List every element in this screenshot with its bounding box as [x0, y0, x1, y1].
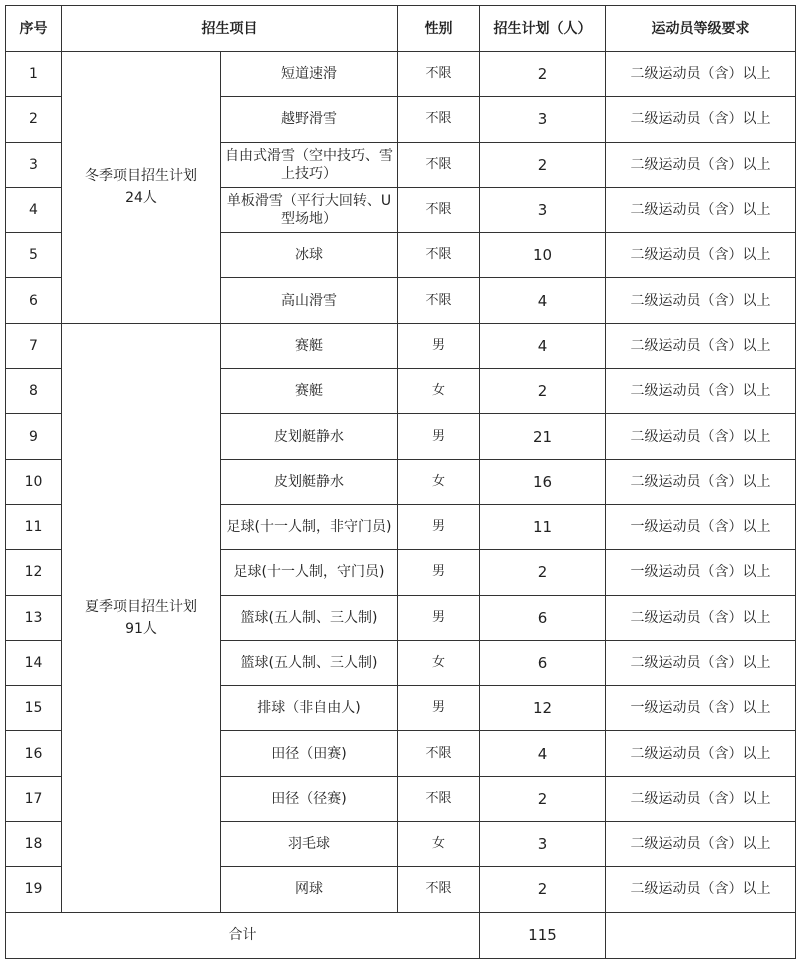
- total-value: 115: [480, 912, 606, 958]
- item-cell: 短道速滑: [221, 52, 398, 97]
- item-cell: 篮球(五人制、三人制): [221, 595, 398, 640]
- plan-cell: 2: [480, 776, 606, 821]
- plan-cell: 4: [480, 278, 606, 323]
- seq-cell: 2: [6, 97, 62, 142]
- group-cell: [62, 323, 221, 912]
- gender-cell: 不限: [398, 142, 480, 187]
- requirement-cell: 二级运动员（含）以上: [606, 776, 796, 821]
- requirement-cell: 二级运动员（含）以上: [606, 822, 796, 867]
- item-cell: 赛艇: [221, 323, 398, 368]
- seq-cell: 7: [6, 323, 62, 368]
- plan-cell: 3: [480, 97, 606, 142]
- requirement-cell: 二级运动员（含）以上: [606, 323, 796, 368]
- requirement-cell: 二级运动员（含）以上: [606, 187, 796, 232]
- seq-cell: 3: [6, 142, 62, 187]
- seq-cell: 8: [6, 369, 62, 414]
- plan-cell: 21: [480, 414, 606, 459]
- item-cell: 足球(十一人制，非守门员): [221, 504, 398, 549]
- requirement-cell: 一级运动员（含）以上: [606, 504, 796, 549]
- plan-cell: 3: [480, 822, 606, 867]
- plan-cell: 16: [480, 459, 606, 504]
- item-cell: 田径（径赛): [221, 776, 398, 821]
- gender-cell: 不限: [398, 97, 480, 142]
- requirement-cell: 二级运动员（含）以上: [606, 414, 796, 459]
- seq-cell: 17: [6, 776, 62, 821]
- seq-cell: 13: [6, 595, 62, 640]
- gender-cell: 男: [398, 323, 480, 368]
- seq-cell: 18: [6, 822, 62, 867]
- gender-cell: 女: [398, 640, 480, 685]
- requirement-cell: 二级运动员（含）以上: [606, 278, 796, 323]
- table-body: [6, 52, 796, 913]
- header-requirement: 运动员等级要求: [606, 6, 796, 52]
- seq-cell: 6: [6, 278, 62, 323]
- item-cell: 皮划艇静水: [221, 414, 398, 459]
- requirement-cell: 二级运动员（含）以上: [606, 640, 796, 685]
- seq-cell: 1: [6, 52, 62, 97]
- seq-cell: 14: [6, 640, 62, 685]
- item-cell: 单板滑雪（平行大回转、U型场地）: [221, 187, 398, 232]
- seq-cell: 11: [6, 504, 62, 549]
- plan-cell: 2: [480, 52, 606, 97]
- requirement-cell: 二级运动员（含）以上: [606, 867, 796, 912]
- table-row: [6, 52, 796, 97]
- group-title: 夏季项目招生计划: [85, 598, 197, 615]
- seq-cell: 12: [6, 550, 62, 595]
- seq-cell: 9: [6, 414, 62, 459]
- table-row: [6, 323, 796, 368]
- gender-cell: 不限: [398, 867, 480, 912]
- plan-cell: 11: [480, 504, 606, 549]
- gender-cell: 男: [398, 550, 480, 595]
- admission-plan-table: [5, 5, 796, 959]
- item-cell: 冰球: [221, 233, 398, 278]
- gender-cell: 不限: [398, 233, 480, 278]
- requirement-cell: 二级运动员（含）以上: [606, 459, 796, 504]
- requirement-cell: 二级运动员（含）以上: [606, 233, 796, 278]
- plan-cell: 6: [480, 595, 606, 640]
- requirement-cell: 二级运动员（含）以上: [606, 731, 796, 776]
- plan-cell: 4: [480, 731, 606, 776]
- gender-cell: 不限: [398, 187, 480, 232]
- gender-cell: 女: [398, 459, 480, 504]
- plan-cell: 3: [480, 187, 606, 232]
- seq-cell: 5: [6, 233, 62, 278]
- plan-cell: 2: [480, 369, 606, 414]
- total-row: [6, 912, 796, 958]
- plan-cell: 6: [480, 640, 606, 685]
- seq-cell: 4: [6, 187, 62, 232]
- item-cell: 羽毛球: [221, 822, 398, 867]
- seq-cell: 16: [6, 731, 62, 776]
- gender-cell: 男: [398, 686, 480, 731]
- plan-cell: 10: [480, 233, 606, 278]
- seq-cell: 15: [6, 686, 62, 731]
- seq-cell: 10: [6, 459, 62, 504]
- item-cell: 排球（非自由人): [221, 686, 398, 731]
- group-cell: [62, 52, 221, 324]
- requirement-cell: 二级运动员（含）以上: [606, 52, 796, 97]
- gender-cell: 男: [398, 504, 480, 549]
- item-cell: 皮划艇静水: [221, 459, 398, 504]
- header-project: 招生项目: [62, 6, 398, 52]
- plan-cell: 2: [480, 550, 606, 595]
- item-cell: 自由式滑雪（空中技巧、雪上技巧）: [221, 142, 398, 187]
- group-title: 冬季项目招生计划: [85, 168, 197, 185]
- requirement-cell: 一级运动员（含）以上: [606, 550, 796, 595]
- header-seq: 序号: [6, 6, 62, 52]
- item-cell: 赛艇: [221, 369, 398, 414]
- plan-cell: 2: [480, 867, 606, 912]
- plan-cell: 2: [480, 142, 606, 187]
- gender-cell: 不限: [398, 52, 480, 97]
- requirement-cell: 二级运动员（含）以上: [606, 97, 796, 142]
- item-cell: 田径（田赛): [221, 731, 398, 776]
- gender-cell: 男: [398, 595, 480, 640]
- gender-cell: 女: [398, 369, 480, 414]
- header-gender: 性别: [398, 6, 480, 52]
- requirement-cell: 二级运动员（含）以上: [606, 595, 796, 640]
- gender-cell: 不限: [398, 731, 480, 776]
- gender-cell: 不限: [398, 776, 480, 821]
- requirement-cell: 一级运动员（含）以上: [606, 686, 796, 731]
- gender-cell: 不限: [398, 278, 480, 323]
- group-count: 91人: [125, 620, 157, 637]
- table-header-row: [6, 6, 796, 52]
- plan-cell: 12: [480, 686, 606, 731]
- gender-cell: 女: [398, 822, 480, 867]
- group-count: 24人: [125, 190, 157, 207]
- seq-cell: 19: [6, 867, 62, 912]
- item-cell: 越野滑雪: [221, 97, 398, 142]
- total-empty-cell: [606, 912, 796, 958]
- plan-cell: 4: [480, 323, 606, 368]
- requirement-cell: 二级运动员（含）以上: [606, 369, 796, 414]
- item-cell: 高山滑雪: [221, 278, 398, 323]
- item-cell: 篮球(五人制、三人制): [221, 640, 398, 685]
- item-cell: 网球: [221, 867, 398, 912]
- total-label: 合计: [6, 912, 480, 958]
- requirement-cell: 二级运动员（含）以上: [606, 142, 796, 187]
- header-plan: 招生计划（人）: [480, 6, 606, 52]
- gender-cell: 男: [398, 414, 480, 459]
- item-cell: 足球(十一人制，守门员): [221, 550, 398, 595]
